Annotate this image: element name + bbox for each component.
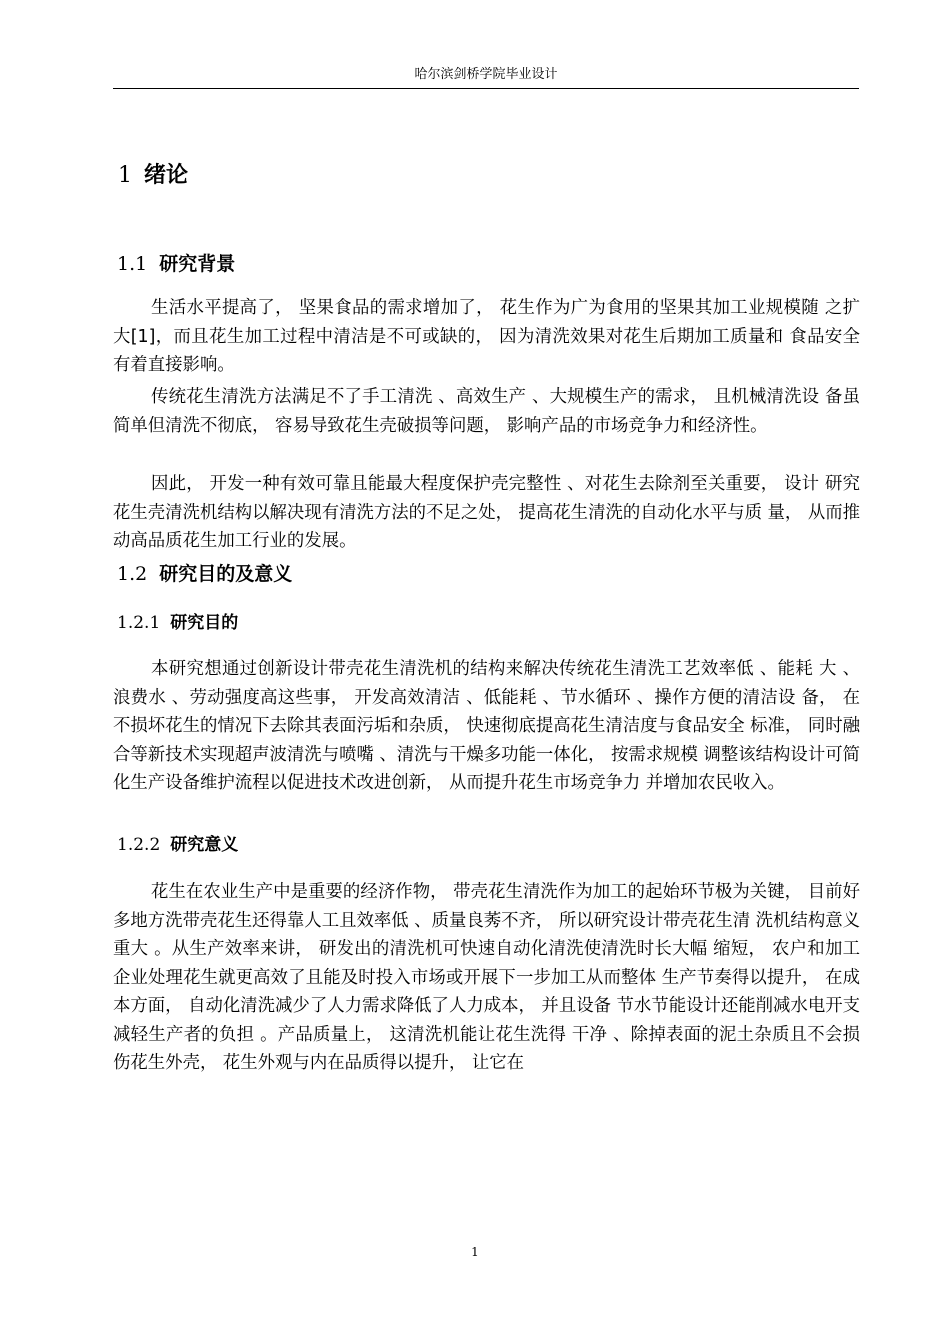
subsection-title: 研究意义 [170, 835, 239, 855]
subsection-number: 1.2.1 [117, 613, 161, 633]
section-number: 1.2 [117, 563, 148, 585]
paragraph-significance: 花生在农业生产中是重要的经济作物， 带壳花生清洗作为加工的起始环节极为关键， 目前好多地方洗带壳花生还得靠人工且效率低 、质量良莠不齐， 所以研究设计带壳花生清 洗机结构意义重大 。从生产效率来讲， 研发出的清洗机可快速自动化清洗使清洗时长大幅 缩短， 农户和加工企业处理花生就更高效了且能及时投入市场或开展下一步加工从而整体 生产节奏得以提升， 在成本方面， 自动化清洗减少了人力需求降低了人力成本， 并且设备 节水节能设计还能削减水电开支减轻生产者的负担 。产品质量上， 这清洗机能让花生洗得 干净 、除掉表面的泥土杂质且不会损伤花生外壳， 花生外观与内在品质得以提升， 让它在 [113, 882, 860, 1073]
subsection-number: 1.2.2 [117, 835, 161, 855]
chapter-heading [118, 160, 188, 192]
header-rule [113, 88, 859, 89]
section-number: 1.1 [117, 253, 148, 275]
paragraph-background-3: 因此， 开发一种有效可靠且能最大程度保护壳完整性 、对花生去除剂至关重要， 设计 研究花生壳清洗机结构以解决现有清洗方法的不足之处， 提高花生清洗的自动化水平与质 量， 从而推动高品质花生加工行业的发展。 [113, 474, 860, 551]
section-title: 研究背景 [159, 253, 236, 275]
section-title: 研究目的及意义 [159, 563, 293, 585]
subsection-heading-1-2-1 [117, 610, 238, 636]
section-heading-1-2 [117, 560, 292, 588]
paragraph-background-1: 生活水平提高了， 坚果食品的需求增加了， 花生作为广为食用的坚果其加工业规模随 之扩大[1]，而且花生加工过程中清洁是不可或缺的， 因为清洗效果对花生后期加工质量和 食品安全有着直接影响。 [113, 298, 860, 375]
page-number: 1 [471, 1245, 479, 1259]
running-header: 哈尔滨剑桥学院毕业设计 [414, 67, 558, 82]
chapter-number: 1 [118, 163, 132, 188]
paragraph-background-2: 传统花生清洗方法满足不了手工清洗 、高效生产 、大规模生产的需求， 且机械清洗设 备虽简单但清洗不彻底， 容易导致花生壳破损等问题， 影响产品的市场竞争力和经济性。 [113, 387, 860, 436]
chapter-title: 绪论 [144, 163, 189, 188]
subsection-heading-1-2-2 [117, 832, 238, 858]
subsection-title: 研究目的 [170, 613, 239, 633]
section-heading-1-1 [117, 250, 235, 278]
paragraph-purpose: 本研究想通过创新设计带壳花生清洗机的结构来解决传统花生清洗工艺效率低 、能耗 大 、浪费水 、劳动强度高这些事， 开发高效清洁 、低能耗 、节水循环 、操作方便的清洁设 备， 在不损坏花生的情况下去除其表面污垢和杂质， 快速彻底提高花生清洁度与食品安全 标准， 同时融合等新技术实现超声波清洗与喷嘴 、清洗与干燥多功能一体化， 按需求规模 调整该结构设计可简化生产设备维护流程以促进技术改进创新， 从而提升花生市场竞争力 并增加农民收入。 [113, 659, 860, 793]
